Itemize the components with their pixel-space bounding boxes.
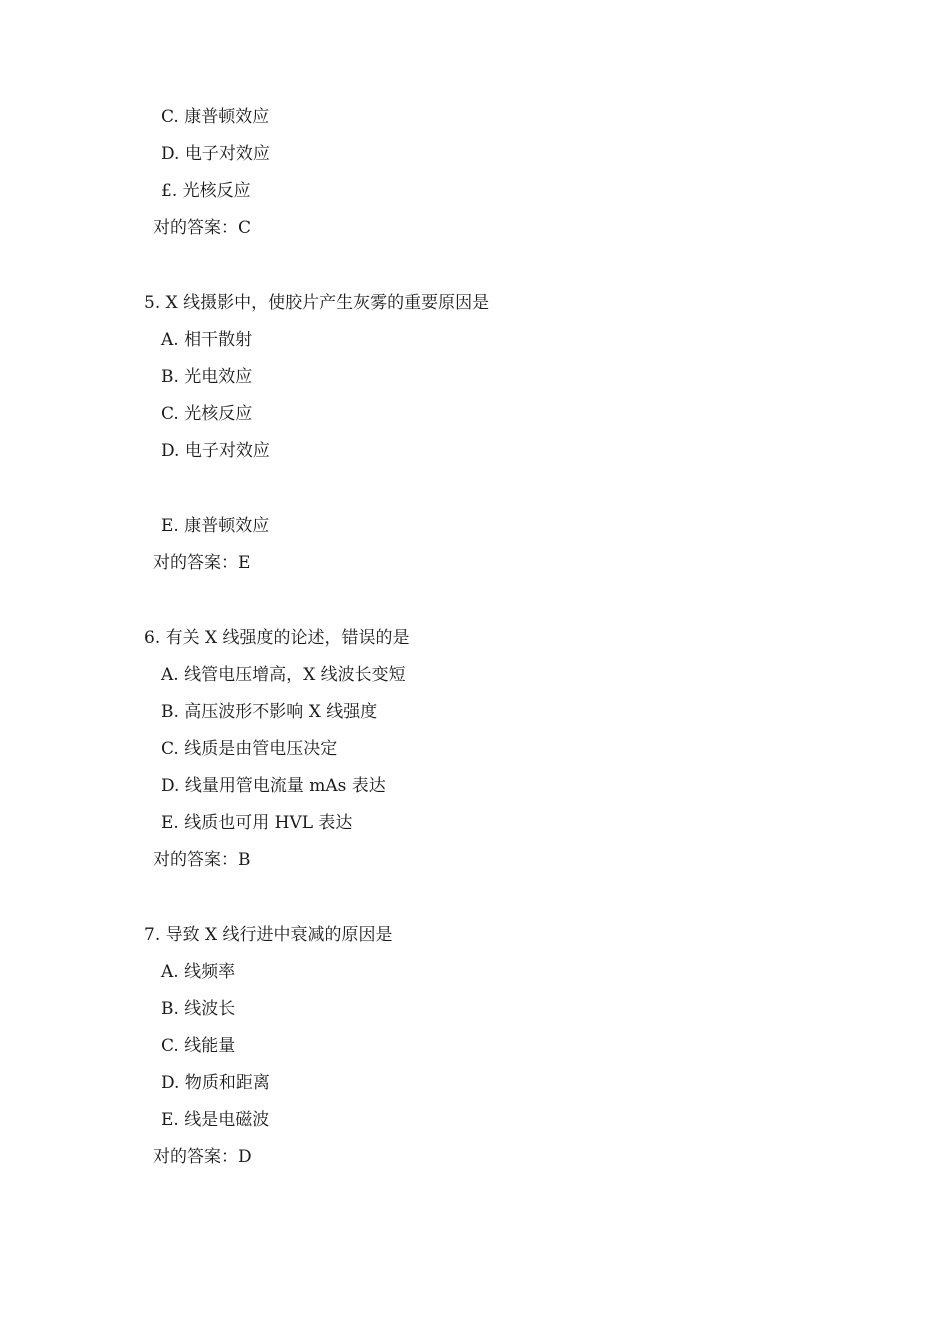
q5-option-e: E. 康普顿效应: [161, 516, 270, 536]
q5-option-a: A. 相干散射: [161, 330, 253, 350]
q4-option-e: £. 光核反应: [161, 181, 251, 201]
q7-option-a: A. 线频率: [161, 962, 236, 982]
q5-answer: 对的答案：E: [153, 553, 251, 573]
q6-answer: 对的答案：B: [153, 850, 251, 870]
q7-option-b: B. 线波长: [161, 999, 236, 1019]
q6-option-c: C. 线质是由管电压决定: [161, 739, 338, 759]
q5-option-c: C. 光核反应: [161, 404, 253, 424]
q7-answer: 对的答案：D: [153, 1147, 252, 1167]
q7-option-c: C. 线能量: [161, 1036, 236, 1056]
q5-option-d: D. 电子对效应: [161, 441, 270, 461]
q4-answer: 对的答案：C: [153, 218, 252, 238]
q6-option-d: D. 线量用管电流量 mAs 表达: [161, 776, 386, 796]
q4-option-c: C. 康普顿效应: [161, 107, 270, 127]
q5-option-b: B. 光电效应: [161, 367, 253, 387]
q5-question: 5. X 线摄影中，使胶片产生灰雾的重要原因是: [144, 293, 490, 313]
q6-option-e: E. 线质也可用 HVL 表达: [161, 813, 353, 833]
q4-option-d: D. 电子对效应: [161, 144, 270, 164]
q7-option-e: E. 线是电磁波: [161, 1110, 270, 1130]
q6-option-b: B. 高压波形不影响 X 线强度: [161, 702, 378, 722]
q6-option-a: A. 线管电压增高，X 线波长变短: [161, 665, 406, 685]
q7-question: 7. 导致 X 线行进中衰减的原因是: [144, 925, 393, 945]
q7-option-d: D. 物质和距离: [161, 1073, 270, 1093]
q6-question: 6. 有关 X 线强度的论述，错误的是: [144, 628, 410, 648]
